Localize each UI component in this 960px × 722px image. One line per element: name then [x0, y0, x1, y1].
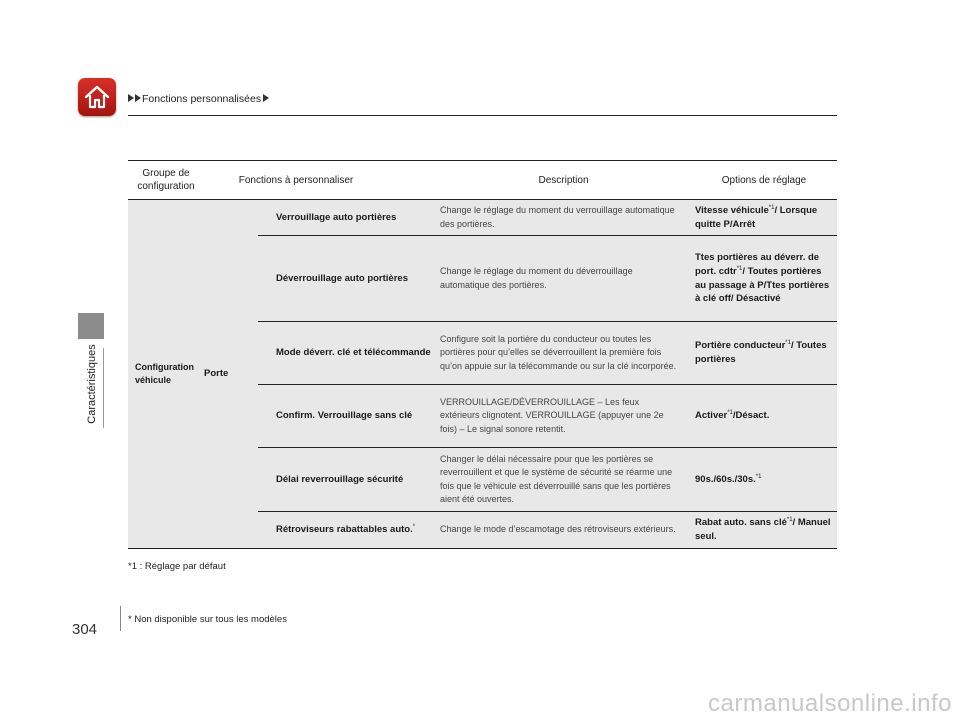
option-alternatives: / Manuel seul.: [695, 517, 831, 543]
breadcrumb-arrow-icon: [128, 94, 134, 102]
col-header-function: Fonctions à personnaliser: [204, 161, 436, 200]
default-marker: *1: [755, 473, 762, 480]
function-options: [691, 322, 837, 385]
option-alternatives: / Toutes portières au passage à P/Ttes portières à clé off/ Désactivé: [695, 265, 830, 305]
settings-table: [128, 160, 837, 549]
function-description: Configure soit la portière du conducteur ou toutes les portières pour qu’elles se déverrouillent la première fois qu’on appuie sur la télécommande ou sur la clé incorporée.: [436, 322, 691, 385]
option-alternatives: / Toutes portières: [695, 340, 827, 366]
table-row: [128, 200, 837, 236]
function-name-text: Rétroviseurs rabattables auto.: [276, 524, 413, 536]
function-name: Verrouillage auto portières: [258, 200, 436, 236]
col-header-description: Description: [436, 161, 691, 200]
default-marker: *1: [736, 265, 743, 272]
function-options: [691, 448, 837, 512]
sidebar-divider: [103, 348, 104, 428]
option-default: Ttes portières au déverr. de port. cdtr: [695, 251, 820, 277]
footer-divider: [120, 606, 121, 631]
col-header-options: Options de réglage: [691, 161, 837, 200]
header-divider: [128, 115, 837, 116]
option-alternatives: / Lorsque quitte P/Arrêt: [695, 204, 818, 230]
page-number: 304: [72, 621, 98, 638]
function-description: Change le mode d’escamotage des rétroviseurs extérieurs.: [436, 512, 691, 549]
function-description: Change le réglage du moment du déverrouillage automatique des portières.: [436, 236, 691, 322]
function-name: Déverrouillage auto portières: [258, 236, 436, 322]
function-options: [691, 200, 837, 236]
table-header-row: [128, 161, 837, 200]
availability-note: * Non disponible sur tous les modèles: [128, 614, 287, 625]
option-default: Activer: [695, 410, 728, 422]
default-marker: *1: [768, 204, 775, 211]
function-options: [691, 512, 837, 549]
function-description: Changer le délai nécessaire pour que les portières se reverrouillent et que le système de sécurité se réarme une fois que le véhicule est déverrouillé sans que les portières aient été ouvertes.: [436, 448, 691, 512]
default-footnote: *1 : Réglage par défaut: [128, 561, 226, 572]
function-options: [691, 236, 837, 322]
default-marker: *1: [785, 340, 791, 347]
breadcrumb-label: Fonctions personnalisées: [142, 93, 262, 105]
function-name: Mode déverr. clé et télécommande: [258, 322, 436, 385]
function-description: Change le réglage du moment du verrouillage automatique des portières.: [436, 200, 691, 236]
home-button[interactable]: [78, 78, 116, 116]
option-default: Rabat auto. sans clé: [695, 517, 787, 529]
function-name: [258, 512, 436, 549]
breadcrumb[interactable]: [128, 93, 270, 105]
section-tab[interactable]: [78, 313, 104, 339]
subgroup-cell: Porte: [204, 200, 258, 549]
col-header-group: Groupe de configuration: [128, 161, 204, 200]
function-options: [691, 385, 837, 448]
breadcrumb-arrow-icon: [263, 94, 269, 102]
availability-marker: *: [412, 524, 416, 531]
function-name: Confirm. Verrouillage sans clé: [258, 385, 436, 448]
option-default: Vitesse véhicule: [695, 204, 769, 216]
default-marker: *1: [786, 517, 793, 524]
option-default: Portière conducteur: [695, 340, 786, 352]
default-marker: *1: [727, 410, 733, 417]
home-icon: [83, 83, 111, 111]
option-alternatives: /Désact.: [732, 410, 770, 422]
group-cell: Configuration véhicule: [128, 200, 204, 549]
watermark: carmanualsonline.info: [708, 690, 952, 717]
breadcrumb-arrow-icon: [135, 94, 141, 102]
sidebar-section-label: Caractéristiques: [86, 344, 98, 424]
function-description: VERROUILLAGE/DÉVERROUILLAGE – Les feux extérieurs clignotent. VERROUILLAGE (appuyer une 2e fois) – Le signal sonore retentit.: [436, 385, 691, 448]
option-default: 90s./60s./30s.: [695, 473, 756, 485]
function-name: Délai reverrouillage sécurité: [258, 448, 436, 512]
